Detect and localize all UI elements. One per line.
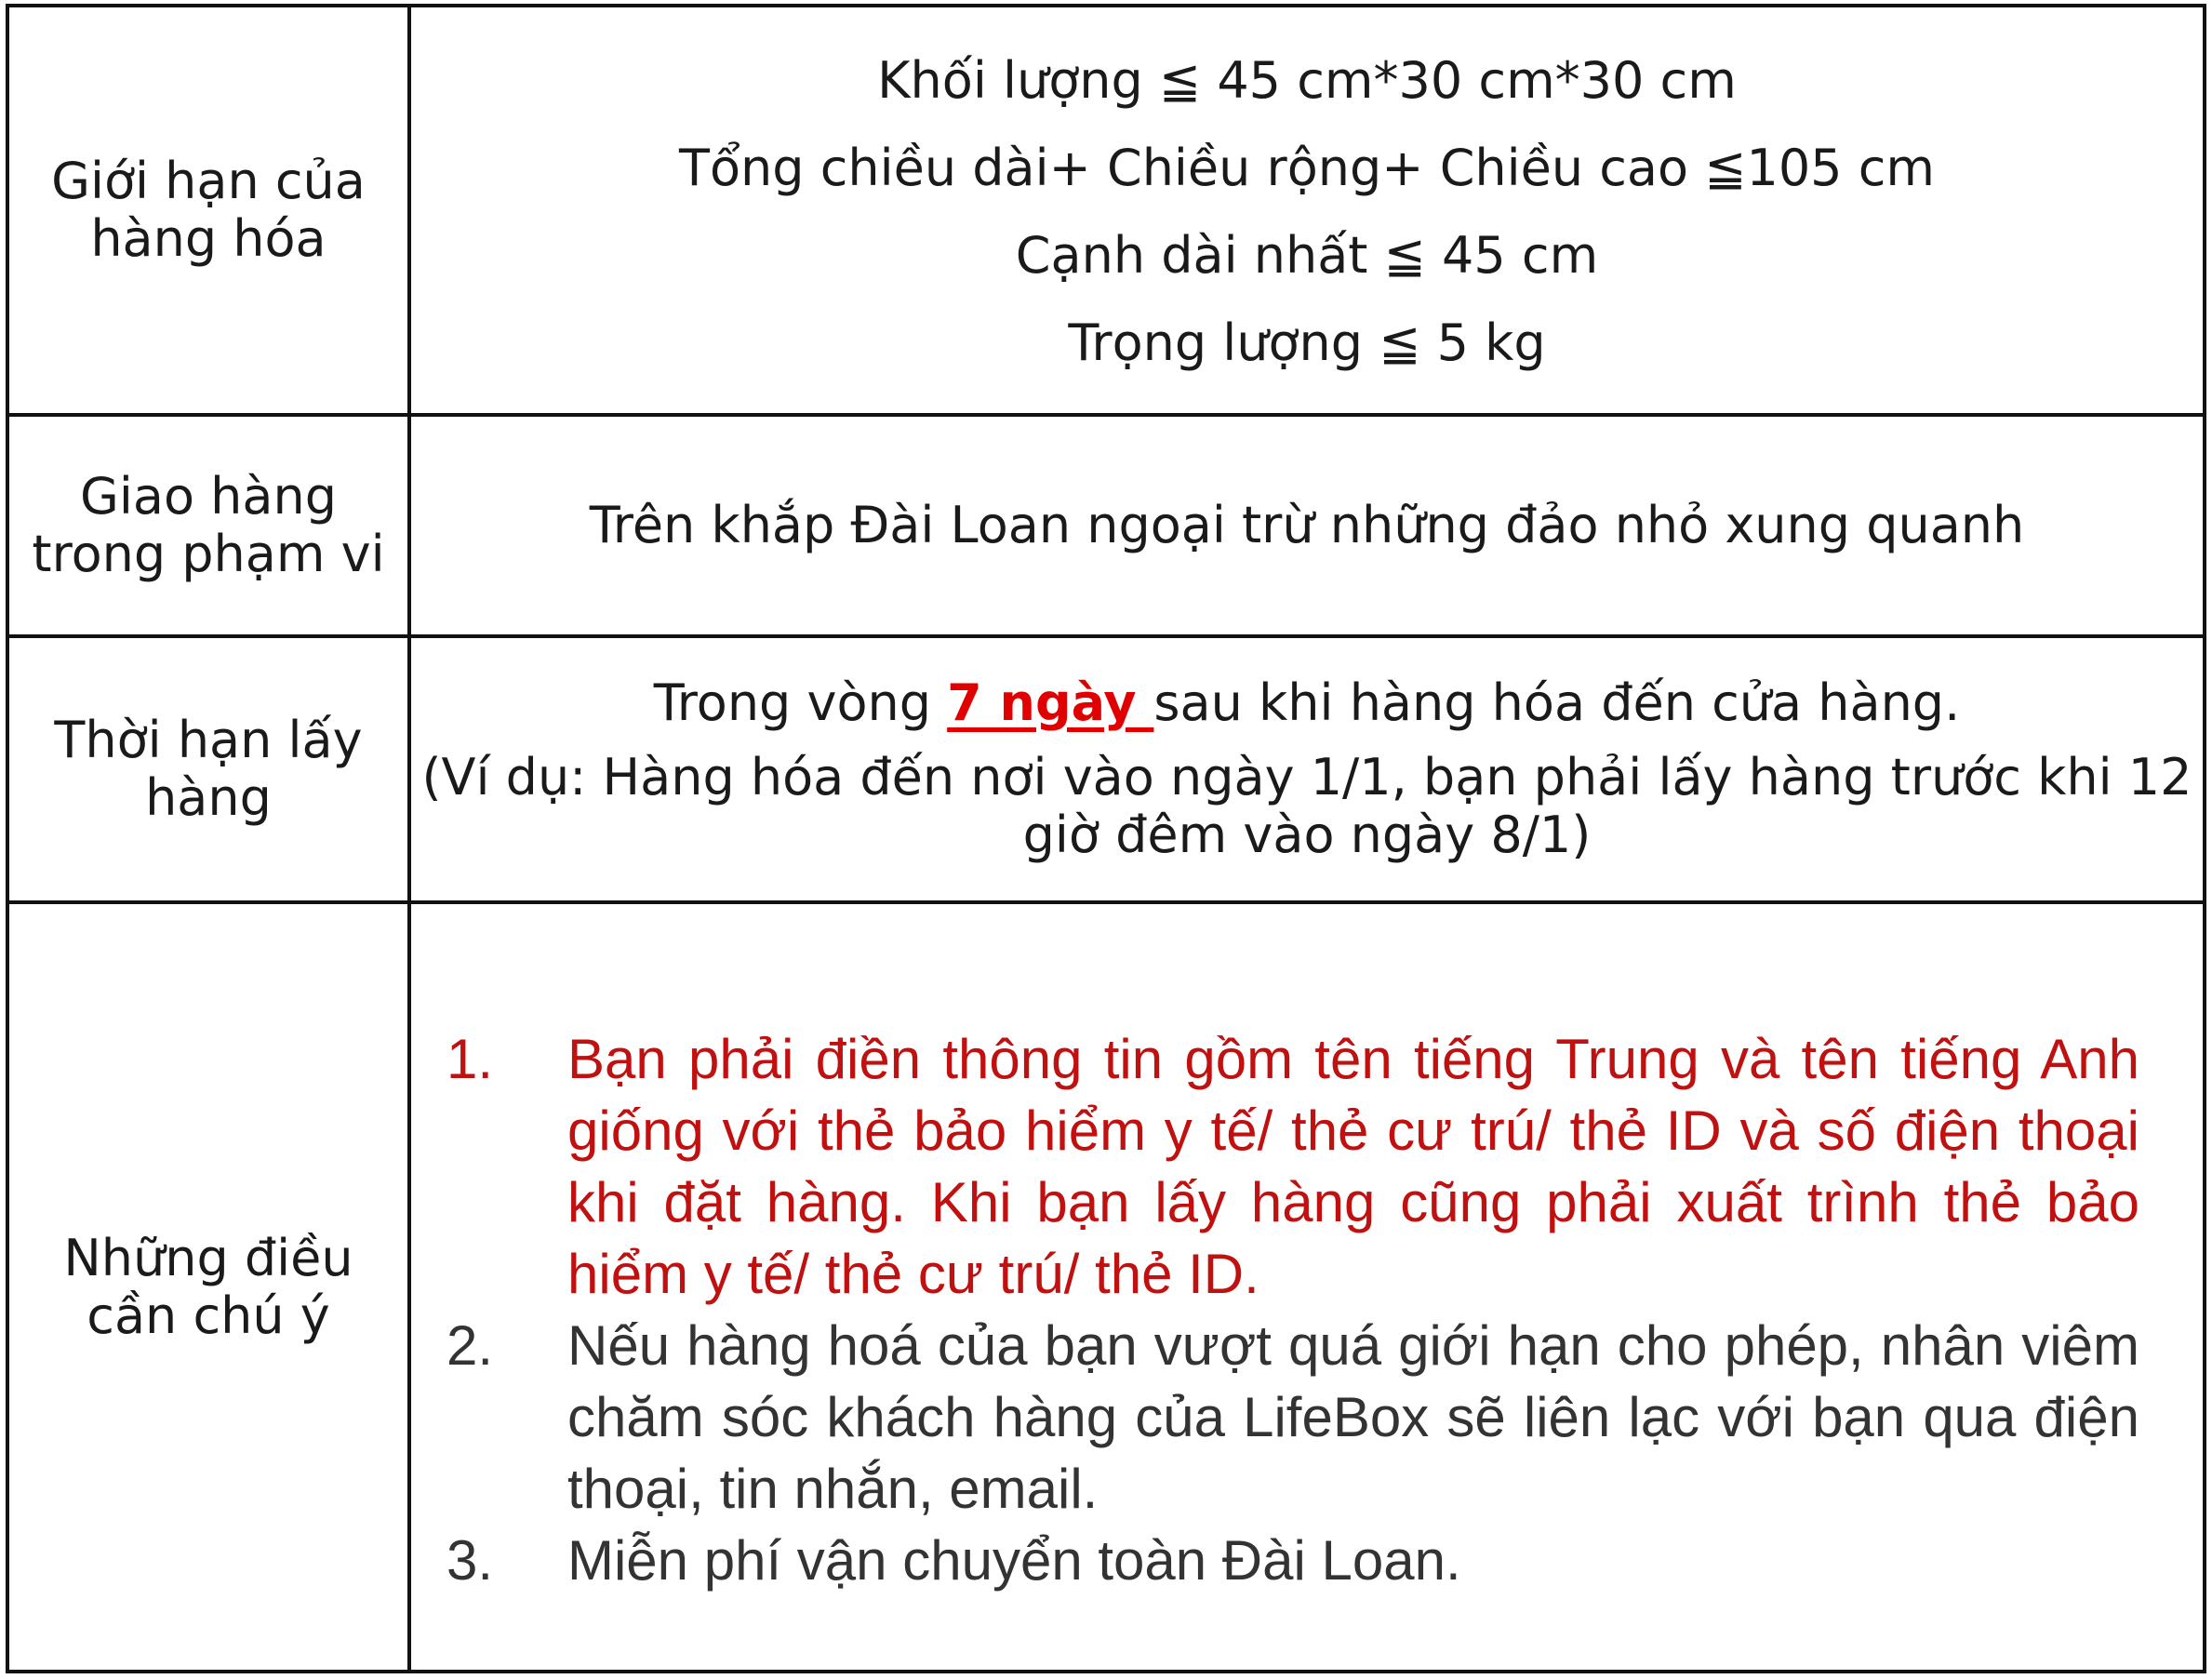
content-pickup-deadline xyxy=(411,638,2203,900)
label-line: Giao hàng xyxy=(80,467,337,526)
note-text: Bạn phải điền thông tin gồm tên tiếng Trung và tên tiếng Anh giống với thẻ bảo hiểm y tế/ thẻ cư trú/ thẻ ID và số điện thoại khi đặt hàng. Khi bạn lấy hàng cũng phải xuất trình thẻ bảo hiểm y tế/ thẻ cư trú/ thẻ ID. xyxy=(567,1028,2139,1305)
limit-volume: Khối lượng ≦ 45 cm*30 cm*30 cm xyxy=(877,51,1737,110)
note-item-1 xyxy=(446,1023,2139,1310)
label-line: Thời hạn lấy xyxy=(54,711,363,769)
note-text: Miễn phí vận chuyển toàn Đài Loan. xyxy=(567,1529,1461,1592)
limit-longest-side: Cạnh dài nhất ≦ 45 cm xyxy=(1015,226,1599,285)
label-notes xyxy=(9,904,407,1670)
pickup-prefix: Trong vòng xyxy=(653,673,948,732)
delivery-scope-text: Trên khắp Đài Loan ngoại trừ những đảo nhỏ xung quanh xyxy=(589,496,2025,554)
note-number: 1. xyxy=(446,1028,494,1090)
label-line: hàng xyxy=(145,768,272,827)
notes-list xyxy=(446,1023,2139,1596)
content-goods-limit xyxy=(411,7,2203,413)
label-line: Giới hạn của xyxy=(51,152,366,210)
note-item-3 xyxy=(446,1525,2139,1596)
label-line: trong phạm vi xyxy=(32,525,385,583)
pickup-example-line-2: giờ đêm vào ngày 8/1) xyxy=(1022,806,1592,864)
note-item-2 xyxy=(446,1310,2139,1525)
note-number: 2. xyxy=(446,1314,494,1377)
label-line: Những điều xyxy=(63,1228,353,1287)
note-text: Nếu hàng hoá của bạn vượt quá giới hạn cho phép, nhân viêm chăm sóc khách hàng của LifeBox sẽ liên lạc với bạn qua điện thoại, tin nhắn, email. xyxy=(567,1314,2139,1520)
label-line: hàng hóa xyxy=(90,209,326,268)
limit-total-dimensions: Tổng chiều dài+ Chiều rộng+ Chiều cao ≦105 cm xyxy=(679,139,1935,197)
label-pickup-deadline xyxy=(9,638,407,900)
label-delivery-scope xyxy=(9,417,407,634)
pickup-example-line-1: (Ví dụ: Hàng hóa đến nơi vào ngày 1/1, bạn phải lấy hàng trước khi 12 xyxy=(421,748,2192,806)
note-number: 3. xyxy=(446,1529,494,1592)
label-goods-limit xyxy=(9,7,407,413)
pickup-deadline-line xyxy=(654,674,1961,732)
limit-weight: Trọng lượng ≦ 5 kg xyxy=(1068,313,1546,372)
pickup-suffix: sau khi hàng hóa đến cửa hàng. xyxy=(1153,673,1961,732)
label-line: cần chú ý xyxy=(87,1286,330,1345)
pickup-days-highlight: 7 ngày xyxy=(947,673,1154,732)
content-delivery-scope xyxy=(411,417,2203,634)
